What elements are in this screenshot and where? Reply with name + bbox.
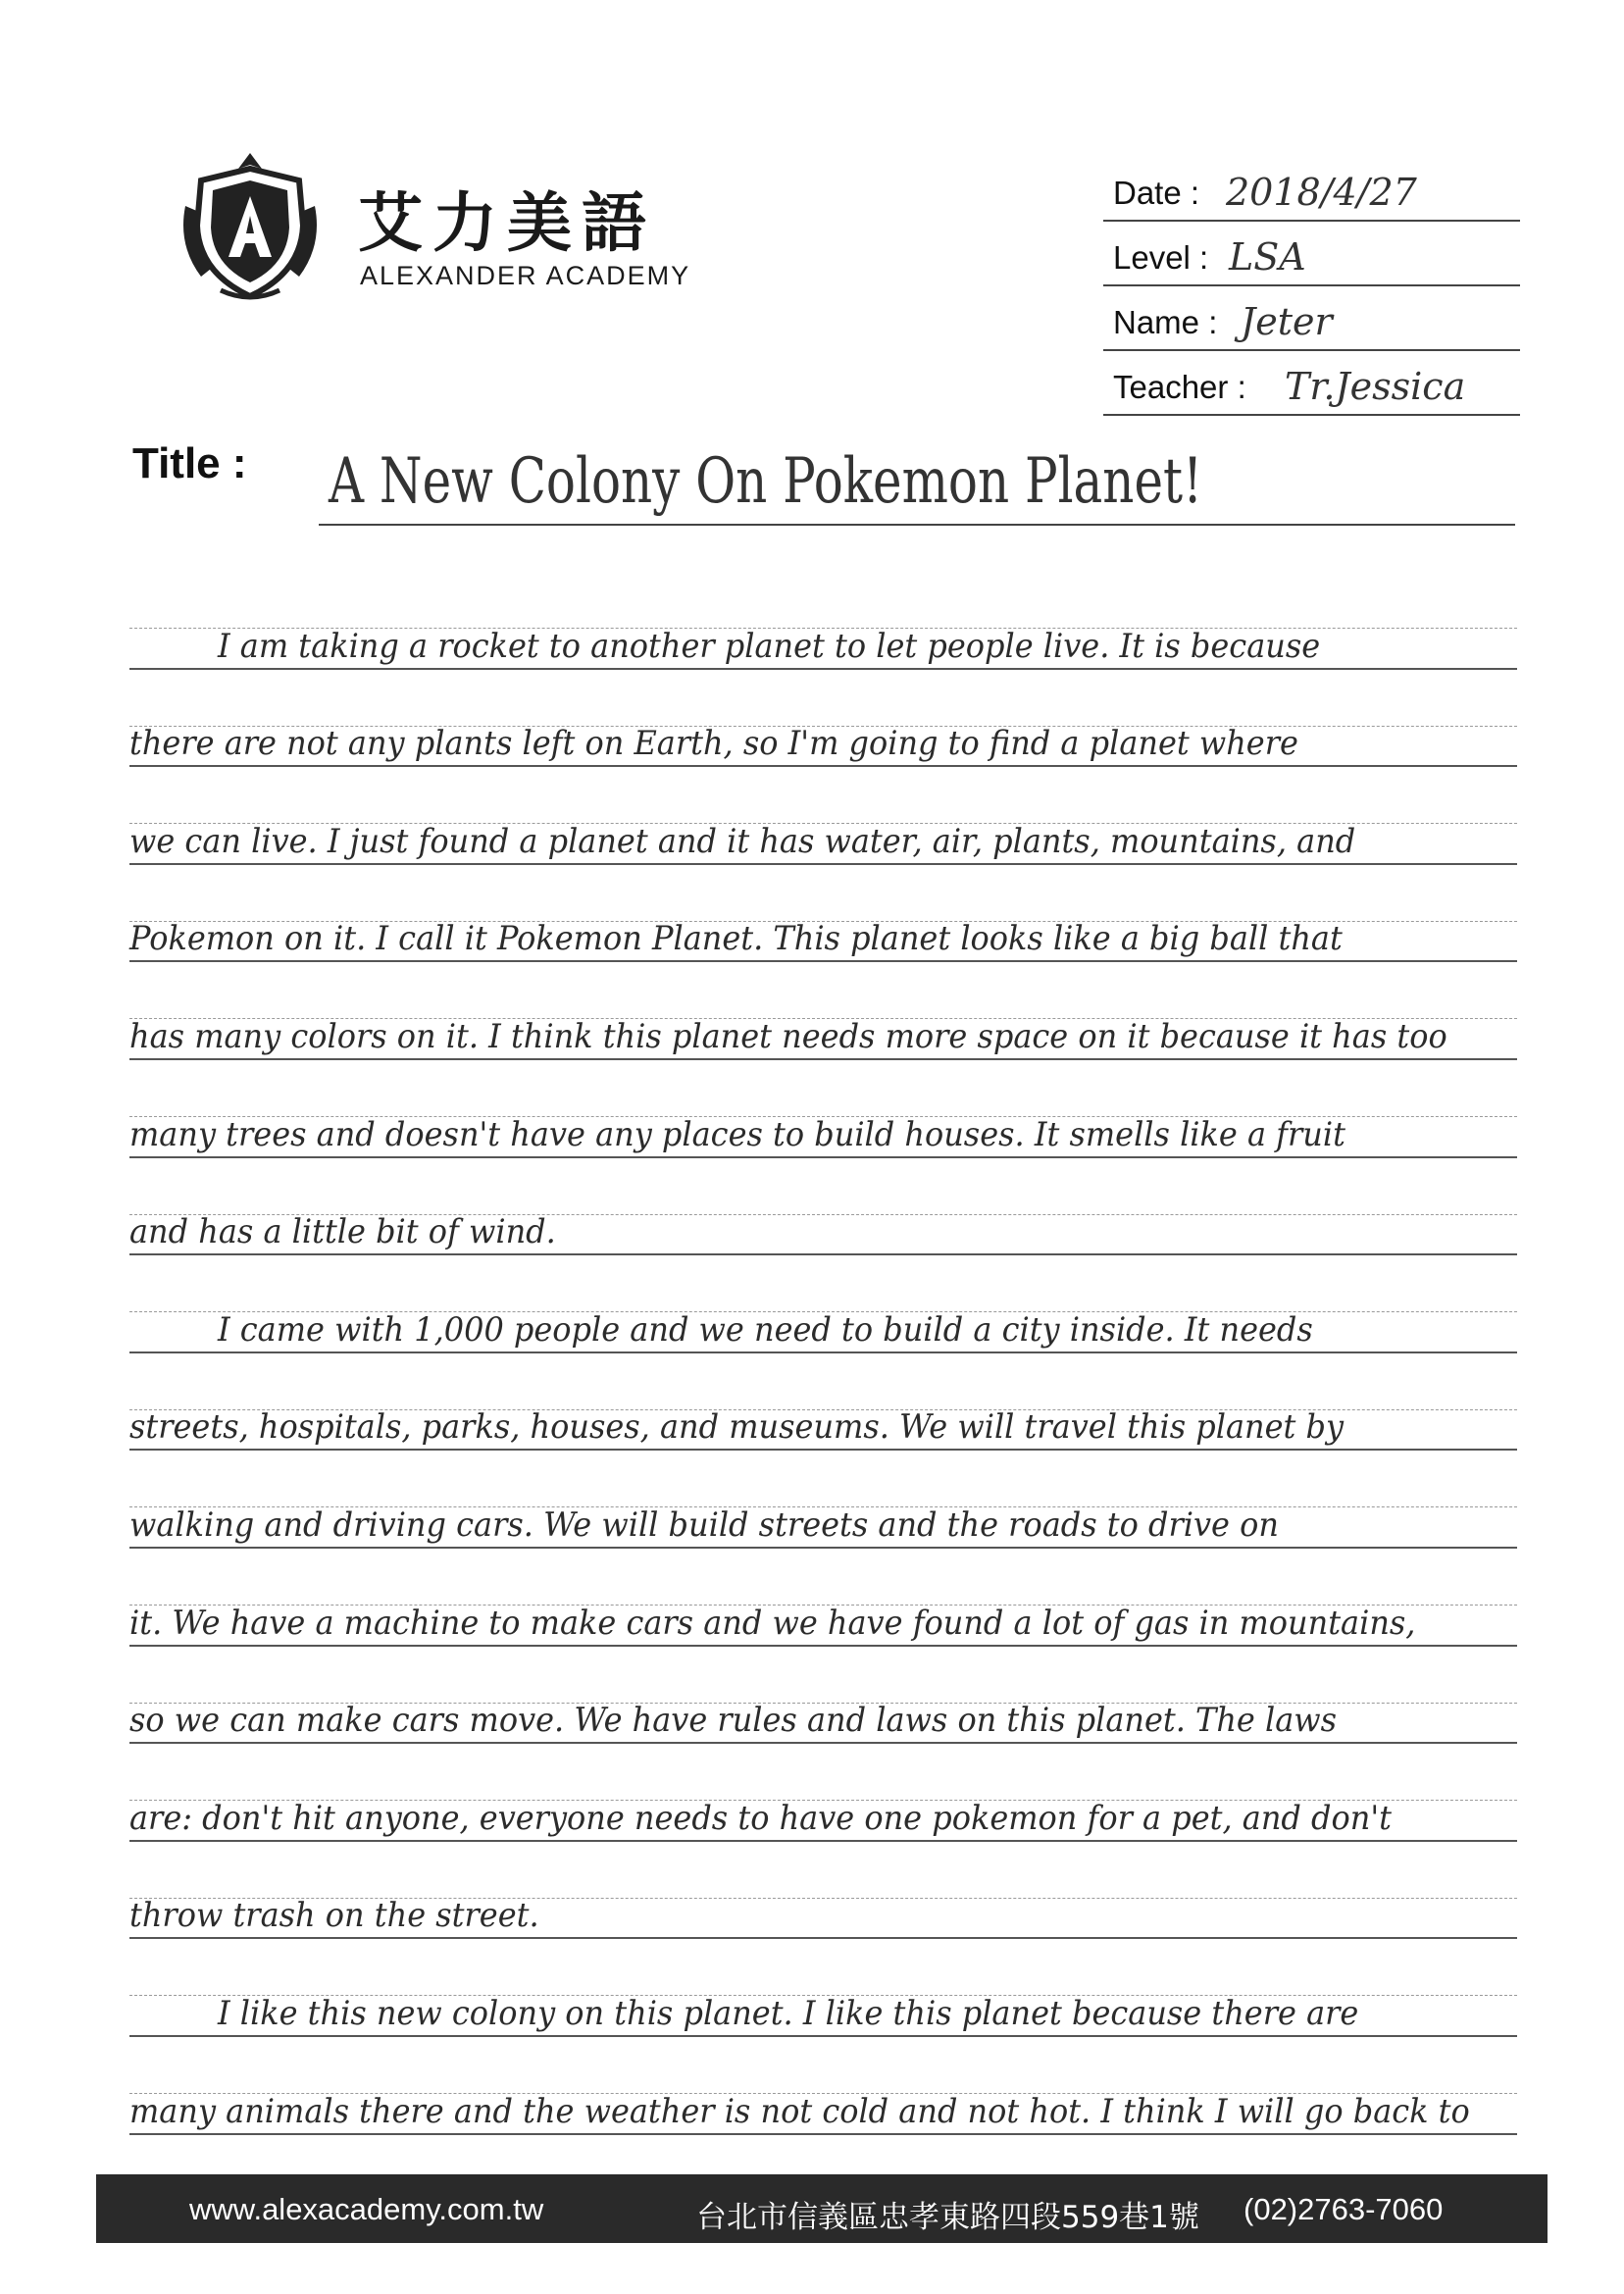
essay-line — [129, 1647, 1517, 1745]
level-label: Level : — [1113, 239, 1209, 276]
essay-line — [129, 1451, 1517, 1549]
teacher-value: Tr.Jessica — [1285, 365, 1466, 408]
academy-logo — [172, 147, 731, 304]
name-label: Name : — [1113, 304, 1218, 340]
teacher-label: Teacher : — [1113, 369, 1246, 405]
academy-crest-icon — [172, 147, 329, 304]
essay-line — [129, 1353, 1517, 1452]
brand-chinese-name: 艾力美語 — [358, 185, 656, 261]
essay-line-text: many trees and doesn't have any places to build houses. It smells like a fruit — [129, 1114, 1345, 1154]
footer-website: www.alexacademy.com.tw — [189, 2192, 544, 2226]
date-row — [1103, 157, 1520, 222]
essay-title: A New Colony On Pokemon Planet! — [329, 445, 1203, 518]
essay-body — [129, 572, 1517, 2135]
essay-line — [129, 767, 1517, 865]
essay-line-text: and has a little bit of wind. — [129, 1212, 556, 1252]
essay-line — [129, 1939, 1517, 2037]
title-row — [132, 432, 1515, 526]
essay-line — [129, 1744, 1517, 1842]
level-row — [1103, 222, 1520, 286]
level-value: LSA — [1229, 235, 1306, 279]
essay-line — [129, 1549, 1517, 1647]
essay-line — [129, 2037, 1517, 2135]
essay-line — [129, 1255, 1517, 1353]
essay-line-text: I came with 1,000 people and we need to build a city inside. It needs — [218, 1309, 1313, 1350]
name-value: Jeter — [1241, 300, 1333, 343]
essay-line-text: there are not any plants left on Earth, so I'm going to find a planet where — [129, 724, 1298, 764]
essay-line — [129, 572, 1517, 670]
title-label: Title : — [132, 439, 247, 487]
footer-phone: (02)2763-7060 — [1243, 2192, 1444, 2226]
essay-line-text: so we can make cars move. We have rules and laws on this planet. The laws — [129, 1701, 1338, 1741]
essay-line-text: has many colors on it. I think this planet needs more space on it because it has too — [129, 1016, 1447, 1056]
footer-address: 台北市信義區忠孝東路四段559巷1號 — [696, 2200, 1199, 2235]
essay-line-text: I like this new colony on this planet. I like this planet because there are — [218, 1993, 1359, 2033]
teacher-row — [1103, 351, 1520, 416]
essay-line-text: are: don't hit anyone, everyone needs to have one pokemon for a pet, and don't — [129, 1798, 1392, 1838]
essay-line-text: Pokemon on it. I call it Pokemon Planet. This planet looks like a big ball that — [129, 919, 1343, 959]
essay-line — [129, 1842, 1517, 1940]
essay-line-text: streets, hospitals, parks, houses, and museums. We will travel this planet by — [129, 1407, 1345, 1448]
student-info-block — [1103, 157, 1520, 416]
essay-line-text: we can live. I just found a planet and it has water, air, plants, mountains, and — [129, 821, 1356, 861]
footer-bar — [96, 2174, 1548, 2243]
essay-line — [129, 670, 1517, 768]
essay-line-text: it. We have a machine to make cars and we have found a lot of gas in mountains, — [129, 1603, 1416, 1643]
date-label: Date : — [1113, 175, 1200, 211]
essay-line — [129, 865, 1517, 963]
name-row — [1103, 286, 1520, 351]
title-underline — [319, 524, 1515, 526]
essay-line — [129, 1158, 1517, 1256]
essay-line-text: many animals there and the weather is not cold and not hot. I think I will go back to — [129, 2091, 1470, 2131]
brand-english-name: ALEXANDER ACADEMY — [360, 261, 691, 290]
essay-line-text: walking and driving cars. We will build streets and the roads to drive on — [129, 1504, 1279, 1545]
essay-line-text: I am taking a rocket to another planet to let people live. It is because — [218, 626, 1321, 666]
essay-line-text: throw trash on the street. — [129, 1896, 539, 1936]
essay-line — [129, 962, 1517, 1060]
essay-line — [129, 1060, 1517, 1158]
date-value: 2018/4/27 — [1226, 171, 1417, 214]
